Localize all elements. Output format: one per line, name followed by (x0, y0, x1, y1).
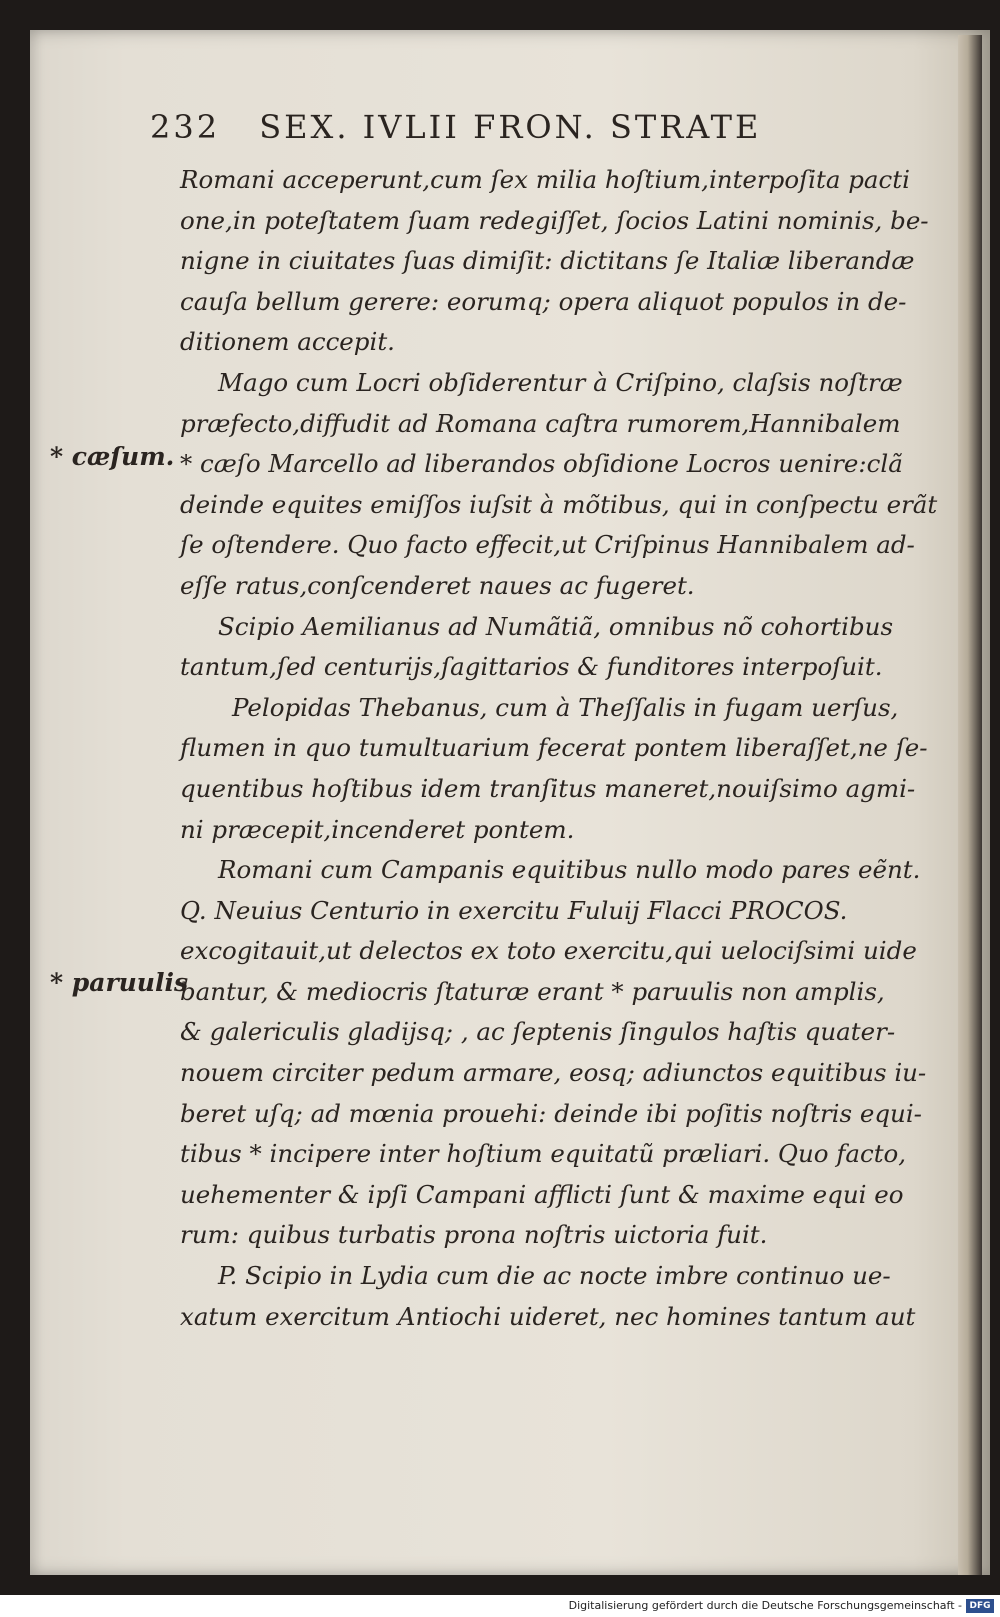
text-line: & galericulis gladijsq; , ac ſeptenis ſingulos haſtis quater- (180, 1017, 896, 1047)
text-line: præfecto,diffudit ad Romana caſtra rumorem,Hannibalem (180, 408, 901, 438)
text-line: Romani acceperunt,cum ſex milia hoſtium,interpoſita pacti (180, 165, 910, 194)
text-line: Scipio Aemilianus ad Numãtiã, omnibus nõ cohortibus (218, 611, 894, 641)
text-line: tibus * incipere inter hoſtium equitatũ præliari. Quo facto, (180, 1139, 907, 1169)
text-line: * cæſo Marcello ad liberandos obſidione Locros uenire:clã (180, 449, 903, 479)
text-line: beret uſq; ad mœnia prouehi: deinde ibi poſitis noſtris equi- (180, 1098, 922, 1128)
text-line: Mago cum Locri obſiderentur à Criſpino, claſsis noſtræ (218, 367, 903, 397)
text-line: quentibus hoſtibus idem tranſitus maneret,nouiſsimo agmi- (180, 773, 916, 803)
text-line: nigne in ciuitates ſuas dimiſit: dictitans ſe Italiæ liberandæ (180, 246, 915, 276)
text-line: eſſe ratus,conſcenderet naues ac fugeret. (180, 570, 695, 600)
text-line: nouem circiter pedum armare, eosq; adiunctos equitibus iu- (180, 1058, 927, 1088)
page-number: 232 (150, 108, 221, 146)
text-line: tantum,ſed centurijs,ſagittarios & funditores interpoſuit. (180, 652, 883, 682)
text-line: cauſa bellum gerere: eorumq; opera aliquot populos in de- (180, 286, 907, 316)
text-line: ditionem accepit. (180, 327, 395, 357)
page-edge (958, 35, 982, 1575)
text-line: uehementer & ipſi Campani afflicti ſunt & maxime equi eo (180, 1179, 904, 1209)
text-line: one,in poteſtatem ſuam redegiſſet, ſocios Latini nominis, be- (180, 205, 929, 235)
text-line: rum: quibus turbatis prona noſtris uictoria fuit. (180, 1220, 768, 1250)
margin-note-caesum: * cæſum. (50, 442, 175, 471)
running-title: SEX. IVLII FRON. STRATE (259, 108, 762, 146)
text-line: Pelopidas Thebanus, cum à Theſſalis in fugam uerſus, (232, 692, 899, 722)
text-line: excogitauit,ut delectos ex toto exercitu,qui uelociſsimi uide (180, 936, 917, 966)
dfg-logo-icon: DFG (966, 1599, 994, 1613)
footer-bar (0, 1597, 1000, 1617)
body-text (180, 160, 938, 1337)
text-line: P. Scipio in Lydia cum die ac nocte imbre continuo ue- (218, 1261, 891, 1291)
text-line: ſe oſtendere. Quo facto effecit,ut Criſpinus Hannibalem ad- (180, 530, 915, 560)
funding-credit: Digitalisierung gefördert durch die Deutsche Forschungsgemeinschaft - (568, 1599, 962, 1612)
text-line: Romani cum Campanis equitibus nullo modo pares eẽnt. (218, 855, 921, 885)
text-line: xatum exercitum Antiochi uideret, nec homines tantum aut (180, 1301, 916, 1331)
text-line: deinde equites emiſſos iuſsit à mõtibus, qui in conſpectu erãt (180, 489, 938, 519)
margin-note-paruulis: * paruulis (50, 968, 189, 997)
text-line: flumen in quo tumultuarium fecerat pontem liberaſſet,ne ſe- (180, 733, 928, 763)
running-header (150, 108, 850, 154)
text-line: Q. Neuius Centurio in exercitu Fuluij Flacci PROCOS. (180, 895, 848, 925)
text-line: bantur, & mediocris ſtaturæ erant * paruulis non amplis, (180, 976, 885, 1006)
text-line: ni præcepit,incenderet pontem. (180, 814, 575, 844)
